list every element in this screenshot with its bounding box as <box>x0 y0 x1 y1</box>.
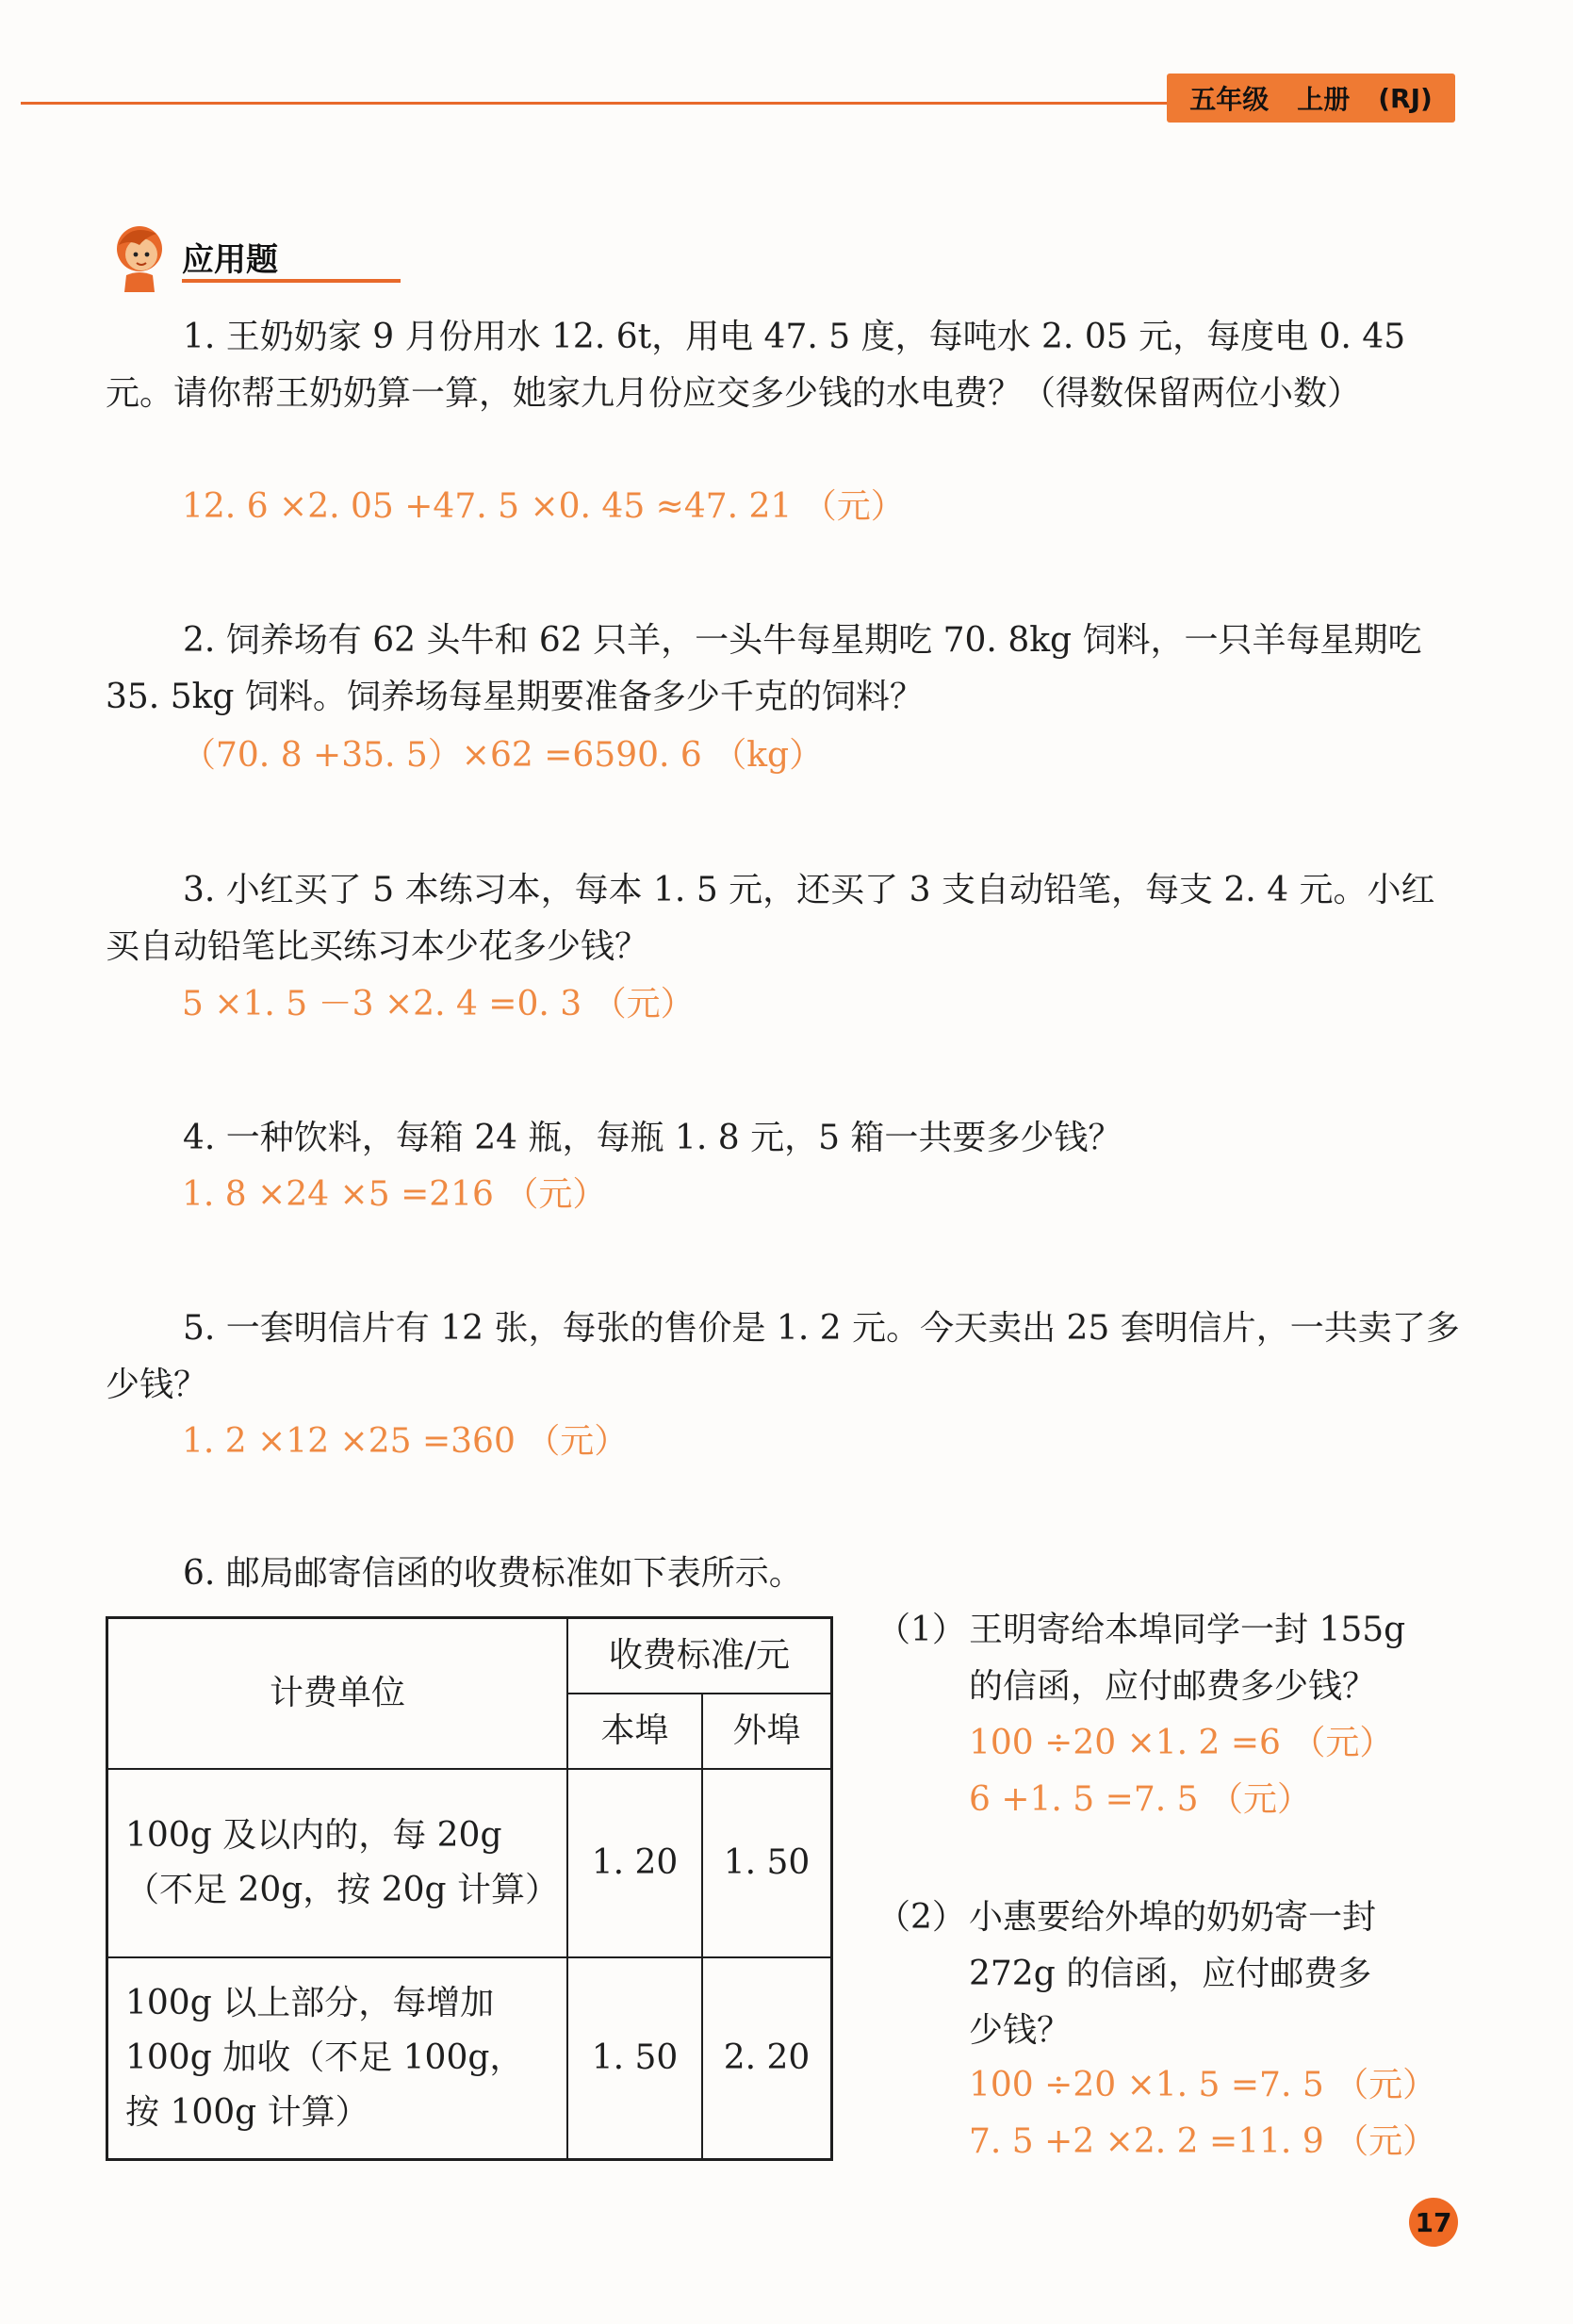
subquestion-1 <box>877 1602 1461 1715</box>
answer-4: 1. 8 ×24 ×5 =216 （元） <box>182 1175 607 1214</box>
problem-text: 3. 小红买了 5 本练习本，每本 1. 5 元，还买了 3 支自动铅笔，每支 2. 4 元。小红买自动铅笔比买练习本少花多少钱？ <box>106 871 1435 966</box>
subquestion-line: 少钱？ <box>969 2011 1072 2050</box>
answer-2: （70. 8 +35. 5）×62 =6590. 6 （kg） <box>182 736 824 775</box>
problem-5 <box>106 1301 1463 1414</box>
subquestion-line: 272g 的信函，应付邮费多 <box>969 1955 1372 1993</box>
unit-cell: 100g 及以内的，每 20g（不足 20g，按 20g 计算） <box>107 1769 568 1957</box>
page-number: 17 <box>1409 2198 1458 2247</box>
grade-label: 五年级 <box>1189 84 1270 115</box>
problem-text: 1. 王奶奶家 9 月份用水 12. 6t，用电 47. 5 度，每吨水 2. 05 元，每度电 0. 45 元。请你帮王奶奶算一算，她家九月份应交多少钱的水电费？（得数保留两位小数） <box>106 318 1406 413</box>
subanswer-1a: 100 ÷20 ×1. 2 =6 （元） <box>969 1724 1394 1762</box>
remote-fee-cell: 2. 20 <box>702 1957 832 2160</box>
subanswer-1b: 6 +1. 5 =7. 5 （元） <box>969 1780 1311 1819</box>
problem-text: 4. 一种饮料，每箱 24 瓶，每瓶 1. 8 元，5 箱一共要多少钱？ <box>183 1119 1122 1157</box>
edition-label: (RJ) <box>1378 82 1433 114</box>
section-underline <box>182 279 401 283</box>
subquestion-line: 的信函，应付邮费多少钱？ <box>969 1667 1377 1706</box>
local-fee-cell: 1. 20 <box>567 1769 702 1957</box>
problem-1 <box>106 309 1463 422</box>
problem-6 <box>106 1546 1463 1602</box>
problem-text: 6. 邮局邮寄信函的收费标准如下表所示。 <box>183 1554 803 1593</box>
standard-header: 收费标准/元 <box>567 1618 832 1694</box>
unit-cell: 100g 以上部分，每增加 100g 加收（不足 100g，按 100g 计算） <box>107 1957 568 2160</box>
fee-table <box>106 1616 833 2161</box>
problem-3 <box>106 862 1463 975</box>
subquestion-line: 王明寄给本埠同学一封 155g <box>969 1611 1406 1649</box>
header-tab <box>1167 74 1455 123</box>
remote-header: 外埠 <box>702 1694 832 1769</box>
section-title: 应用题 <box>182 241 278 279</box>
local-header: 本埠 <box>567 1694 702 1769</box>
unit-header: 计费单位 <box>107 1618 568 1769</box>
subquestion-line: 小惠要给外埠的奶奶寄一封 <box>969 1898 1377 1937</box>
problem-4 <box>106 1110 1463 1167</box>
boy-mascot-icon <box>102 217 177 292</box>
problem-2 <box>106 613 1463 726</box>
subanswer-2a: 100 ÷20 ×1. 5 =7. 5 （元） <box>969 2066 1437 2104</box>
table-row <box>107 1769 832 1957</box>
subanswer-2b: 7. 5 +2 ×2. 2 =11. 9 （元） <box>969 2122 1437 2161</box>
local-fee-cell: 1. 50 <box>567 1957 702 2160</box>
remote-fee-cell: 1. 50 <box>702 1769 832 1957</box>
volume-label: 上册 <box>1297 84 1351 115</box>
answer-3: 5 ×1. 5 －3 ×2. 4 =0. 3 （元） <box>182 985 695 1023</box>
table-row <box>107 1957 832 2160</box>
section-heading <box>102 217 328 292</box>
problem-text: 2. 饲养场有 62 头牛和 62 只羊，一头牛每星期吃 70. 8kg 饲料，一只羊每星期吃 35. 5kg 饲料。饲养场每星期要准备多少千克的饲料？ <box>106 621 1422 716</box>
subquestion-number: （1） <box>877 1611 966 1649</box>
subquestion-2 <box>877 1890 1461 2059</box>
problem-text: 5. 一套明信片有 12 张，每张的售价是 1. 2 元。今天卖出 25 套明信片，一共卖了多少钱？ <box>106 1309 1460 1404</box>
answer-1: 12. 6 ×2. 05 +47. 5 ×0. 45 ≈47. 21 （元） <box>182 487 905 526</box>
answer-5: 1. 2 ×12 ×25 =360 （元） <box>182 1422 629 1461</box>
subquestion-number: （2） <box>877 1898 966 1937</box>
